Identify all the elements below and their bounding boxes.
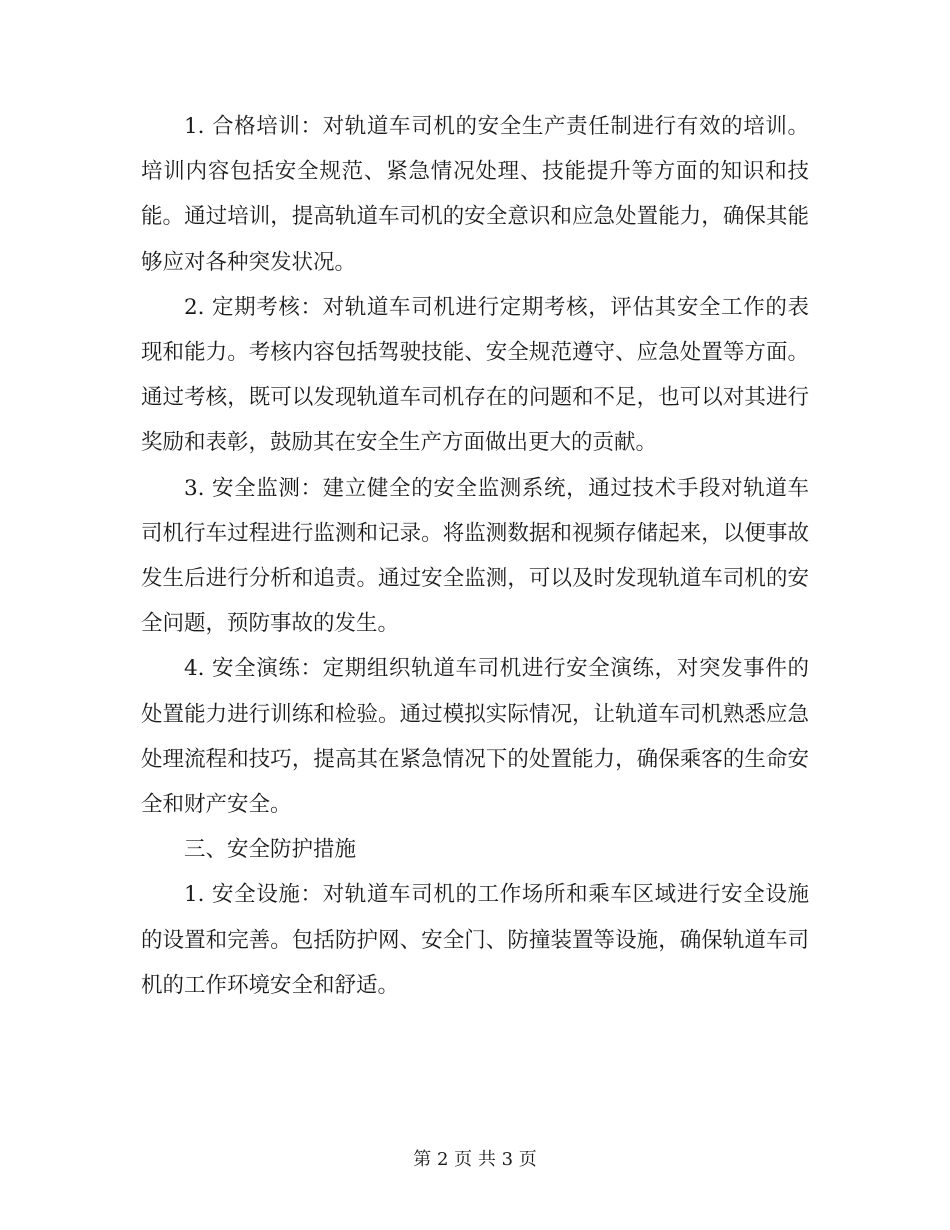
section-heading-protection: 三、安全防护措施: [184, 837, 357, 863]
paragraph-monitoring: 3. 安全监测：建立健全的安全监测系统，通过技术手段对轨道车司机行车过程进行监测和记录。将监测数据和视频存储起来，以便事故发生后进行分析和追责。通过安全监测，可以及时发现轨道车司机的安全问题，预防事故的发生。: [141, 475, 809, 637]
paragraph-drills: 4. 安全演练：定期组织轨道车司机进行安全演练，对突发事件的处置能力进行训练和检验。通过模拟实际情况，让轨道车司机熟悉应急处理流程和技巧，提高其在紧急情况下的处置能力，确保乘客的生命安全和财产安全。: [141, 656, 809, 818]
paragraph-training: 1. 合格培训：对轨道车司机的安全生产责任制进行有效的培训。培训内容包括安全规范、紧急情况处理、技能提升等方面的知识和技能。通过培训，提高轨道车司机的安全意识和应急处置能力，确保其能够应对各种突发状况。: [141, 114, 809, 275]
page-number-footer: 第 2 页 共 3 页: [413, 1149, 537, 1170]
paragraph-facilities: 1. 安全设施：对轨道车司机的工作场所和乘车区域进行安全设施的设置和完善。包括防护网、安全门、防撞装置等设施，确保轨道车司机的工作环境安全和舒适。: [141, 882, 809, 998]
paragraph-assessment: 2. 定期考核：对轨道车司机进行定期考核，评估其安全工作的表现和能力。考核内容包括驾驶技能、安全规范遵守、应急处置等方面。通过考核，既可以发现轨道车司机存在的问题和不足，也可以对其进行奖励和表彰，鼓励其在安全生产方面做出更大的贡献。: [141, 294, 809, 456]
document-body: [141, 104, 809, 1008]
